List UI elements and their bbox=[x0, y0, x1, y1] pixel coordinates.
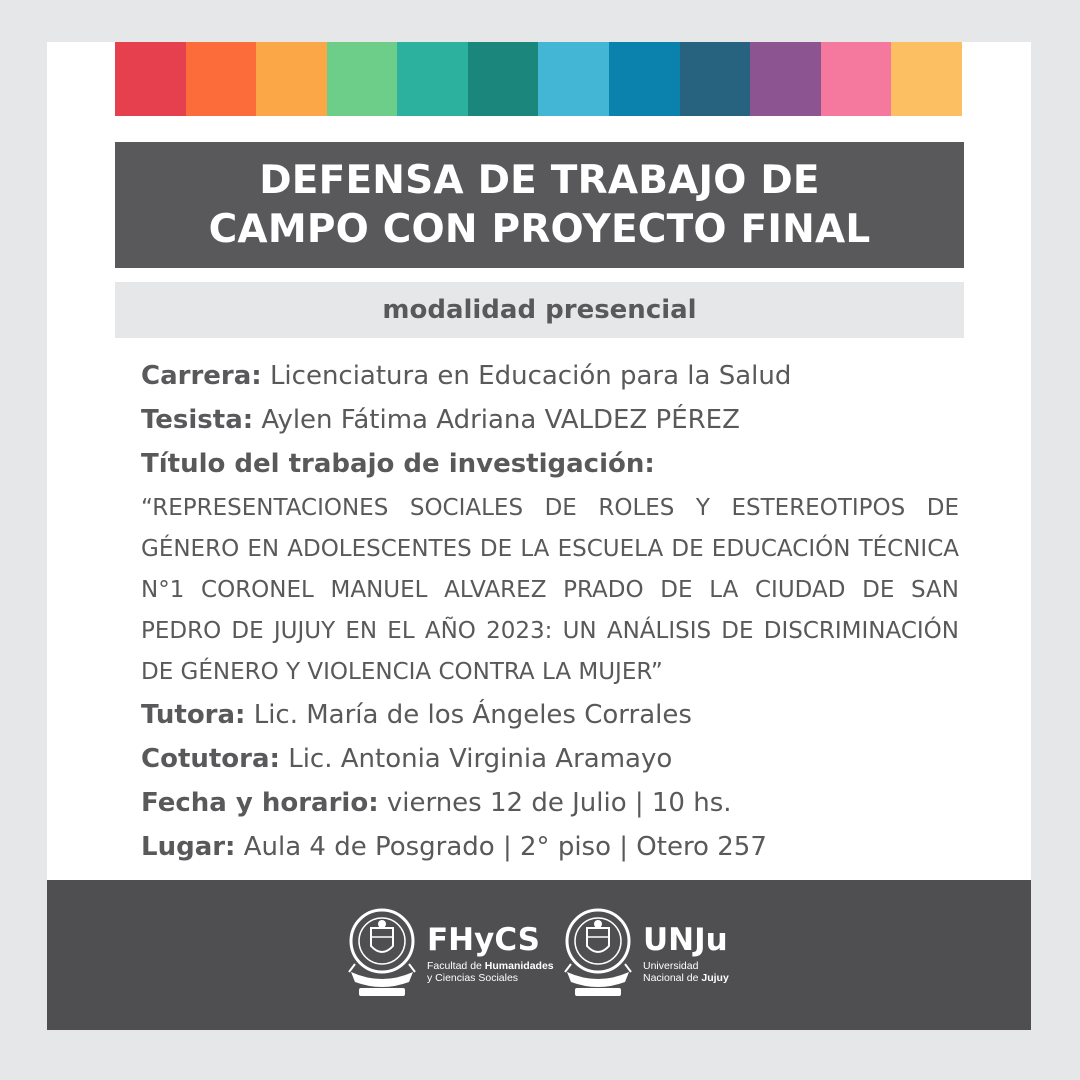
title-line-2: CAMPO CON PROYECTO FINAL bbox=[208, 207, 871, 252]
poster-card bbox=[47, 42, 1031, 1030]
carrera-row bbox=[141, 354, 959, 398]
subtitle-banner bbox=[115, 282, 964, 338]
unju-line2-prefix: Nacional de bbox=[643, 971, 702, 984]
carrera-label: Carrera: bbox=[141, 361, 262, 391]
color-stripe-9 bbox=[680, 42, 751, 116]
color-stripe-5 bbox=[397, 42, 468, 116]
color-stripe-1 bbox=[115, 42, 186, 116]
fecha-row bbox=[141, 781, 959, 825]
color-stripe-7 bbox=[538, 42, 609, 116]
research-title: “REPRESENTACIONES SOCIALES DE ROLES Y ESTEREOTIPOS DE GÉNERO EN ADOLESCENTES DE LA ESCUELA DE EDUCACIÓN TÉCNICA N°1 CORONEL MANUEL ALVAREZ PRADO DE LA CIUDAD DE SAN PEDRO DE JUJUY EN EL AÑO 2023: UN ANÁLISIS DE DISCRIMINACIÓN DE GÉNERO Y VIOLENCIA CONTRA LA MUJER” bbox=[141, 495, 959, 685]
unju-line2-bold: Jujuy bbox=[701, 971, 729, 984]
titulo-row bbox=[141, 442, 959, 486]
cotutora-row bbox=[141, 737, 959, 781]
titulo-label: Título del trabajo de investigación: bbox=[141, 449, 655, 479]
fhycs-line1-prefix: Facultad de bbox=[427, 959, 485, 972]
color-stripe-4 bbox=[327, 42, 398, 116]
color-stripe-11 bbox=[821, 42, 892, 116]
tutora-row bbox=[141, 693, 959, 737]
page-title bbox=[209, 156, 871, 254]
university-seal-icon bbox=[561, 906, 635, 1000]
color-stripe-8 bbox=[609, 42, 680, 116]
fhycs-name: FHyCS bbox=[427, 921, 540, 958]
tesista-row bbox=[141, 398, 959, 442]
unju-line1: Universidad bbox=[643, 959, 699, 972]
university-seal-icon bbox=[345, 906, 419, 1000]
footer-bar bbox=[47, 880, 1031, 1030]
lugar-row bbox=[141, 825, 959, 869]
unju-logo bbox=[561, 906, 729, 1000]
lugar-value: Aula 4 de Posgrado | 2° piso | Otero 257 bbox=[243, 832, 767, 862]
color-stripe-3 bbox=[256, 42, 327, 116]
tesista-label: Tesista: bbox=[141, 405, 254, 435]
unju-subtitle bbox=[643, 960, 729, 984]
color-stripe-6 bbox=[468, 42, 539, 116]
fecha-value: viernes 12 de Julio | 10 hs. bbox=[386, 788, 732, 818]
cotutora-label: Cotutora: bbox=[141, 744, 280, 774]
fhycs-subtitle bbox=[427, 960, 554, 984]
title-line-1: DEFENSA DE TRABAJO DE bbox=[259, 158, 820, 203]
color-stripes bbox=[115, 42, 962, 116]
fecha-label: Fecha y horario: bbox=[141, 788, 379, 818]
fhycs-logo bbox=[345, 906, 554, 1000]
modality-label: modalidad presencial bbox=[382, 295, 697, 325]
lugar-label: Lugar: bbox=[141, 832, 236, 862]
color-stripe-2 bbox=[186, 42, 257, 116]
carrera-value: Licenciatura en Educación para la Salud bbox=[269, 361, 792, 391]
unju-name: UNJu bbox=[643, 921, 728, 958]
tutora-label: Tutora: bbox=[141, 700, 246, 730]
cotutora-value: Lic. Antonia Virginia Aramayo bbox=[288, 744, 673, 774]
tutora-value: Lic. María de los Ángeles Corrales bbox=[253, 700, 692, 730]
color-stripe-12 bbox=[891, 42, 962, 116]
color-stripe-10 bbox=[750, 42, 821, 116]
tesista-value: Aylen Fátima Adriana VALDEZ PÉREZ bbox=[261, 405, 740, 435]
title-banner bbox=[115, 142, 964, 268]
fhycs-line1-bold: Humanidades bbox=[484, 959, 554, 972]
fhycs-line2: y Ciencias Sociales bbox=[427, 971, 519, 984]
defense-details bbox=[141, 354, 959, 869]
